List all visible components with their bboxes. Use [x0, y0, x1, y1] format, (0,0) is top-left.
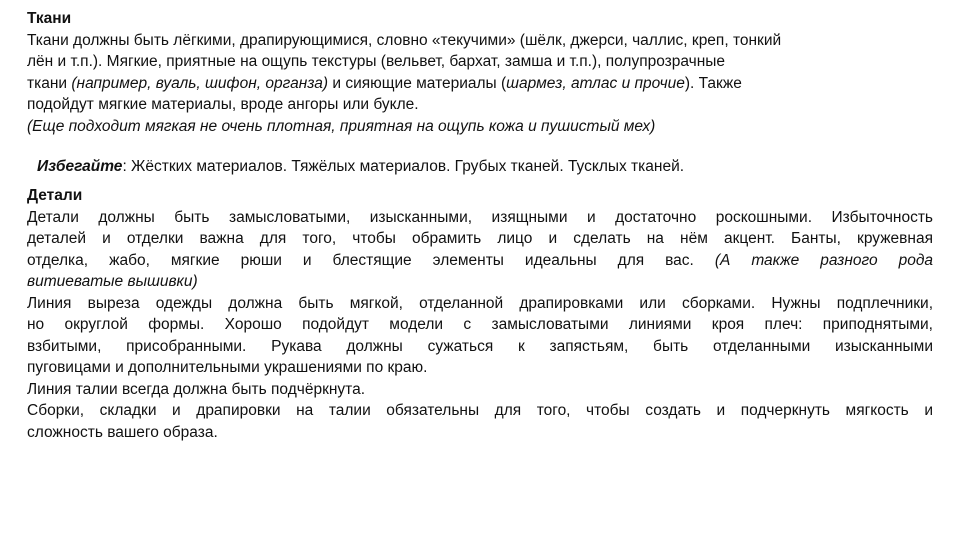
- fabrics-section: [27, 8, 933, 137]
- fabrics-text-line-2: лён и т.п.). Мягкие, приятные на ощупь текстуры (вельвет, бархат, замша и т.п.), полупрозрачные: [27, 53, 726, 70]
- details-section: [27, 185, 933, 443]
- avoid-text: : Жёстких материалов. Тяжёлых материалов. Грубых тканей. Тусклых тканей.: [122, 158, 685, 175]
- fabrics-text-line-3: [27, 73, 933, 95]
- fabrics-text-line-1: Ткани должны быть лёгкими, драпирующимися, словно «текучими» (шёлк, джерси, чаллис, креп, тонкий: [27, 31, 782, 49]
- details-heading: Детали: [27, 187, 83, 204]
- fabrics-line3-examples-sheer: (например, вуаль, шифон, органза): [71, 74, 329, 92]
- avoid-line: [37, 156, 927, 178]
- fabrics-line3-part-a: ткани: [27, 74, 72, 92]
- details-p1-line-4: [27, 271, 933, 293]
- details-p3: Линия талии всегда должна быть подчёркнута.: [27, 380, 366, 398]
- fabrics-note: [27, 116, 933, 138]
- details-p4-line-2: сложность вашего образа.: [27, 423, 218, 441]
- details-p2-line-2: но округлой формы. Хорошо подойдут модели с замысловатыми линиями кроя плеч: приподнятыми,: [27, 316, 933, 333]
- details-p1-note-end: витиеватые вышивки): [27, 273, 198, 290]
- details-p1-line-3: [27, 250, 933, 272]
- details-p2-line-3: взбитыми, присобранными. Рукава должны сужаться к запястьям, быть отделанными изысканными: [27, 337, 933, 355]
- avoid-section: [37, 156, 927, 178]
- details-p2-line-4: пуговицами и дополнительными украшениями по краю.: [27, 359, 428, 376]
- avoid-label: Избегайте: [37, 158, 123, 175]
- details-p1-line3-note: (А также разного рода: [714, 251, 934, 269]
- details-p4-line-1: Сборки, складки и драпировки на талии обязательны для того, чтобы создать и подчеркнуть мягкость и: [27, 402, 933, 419]
- fabrics-line3-part-e: ). Также: [684, 74, 742, 92]
- fabrics-line3-part-c: и сияющие материалы (: [328, 74, 507, 92]
- fabrics-heading: Ткани: [27, 10, 72, 27]
- details-p1-line-2: деталей и отделки важна для того, чтобы обрамить лицо и сделать на нём акцент. Банты, кружевная: [27, 230, 933, 247]
- details-p2-line-1: Линия выреза одежды должна быть мягкой, отделанной драпировками или сборками. Нужны подплечники,: [27, 294, 933, 312]
- details-p1-line-1: Детали должны быть замысловатыми, изысканными, изящными и достаточно роскошными. Избыточность: [27, 208, 933, 226]
- fabrics-note-text: (Еще подходит мягкая не очень плотная, приятная на ощупь кожа и пушистый мех): [27, 117, 656, 135]
- fabrics-line3-examples-shiny: шармез, атлас и прочие: [506, 74, 685, 92]
- fabrics-text-line-4: подойдут мягкие материалы, вроде ангоры или букле.: [27, 96, 419, 113]
- details-p1-line3-text: отделка, жабо, мягкие рюши и блестящие элементы идеальны для вас.: [27, 251, 715, 269]
